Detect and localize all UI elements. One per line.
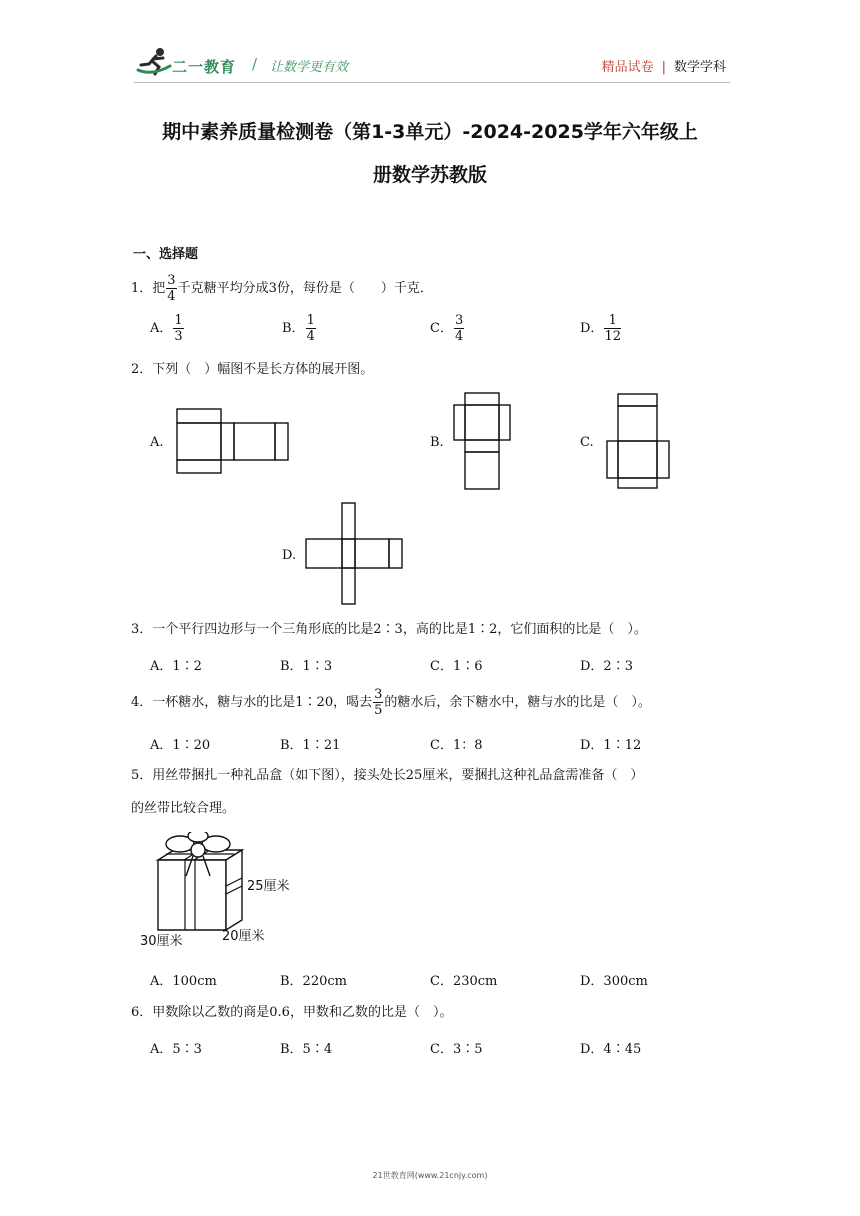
q6-option-c[interactable]: C．3∶5 bbox=[430, 1042, 483, 1057]
q1-option-c[interactable]: C． $\frac{3}{4}$ bbox=[430, 313, 464, 344]
gift-depth-label: 20厘米 bbox=[222, 929, 265, 944]
net-c-diagram bbox=[604, 393, 672, 491]
q5-option-d[interactable]: D．300cm bbox=[580, 974, 648, 989]
q4-fraction: $\frac{3}{5}$ bbox=[374, 687, 383, 718]
q6-option-d[interactable]: D．4∶45 bbox=[580, 1042, 642, 1057]
q5-option-b[interactable]: B．220cm bbox=[280, 974, 347, 989]
q4-prefix: 4．一杯糖水，糖与水的比是1∶20，喝去 bbox=[131, 695, 373, 710]
q2-label-b[interactable]: B. bbox=[430, 435, 444, 450]
q1-prefix: 1．把 bbox=[131, 281, 166, 296]
question-3: 3．一个平行四边形与一个三角形底的比是2∶3，高的比是1∶2，它们面积的比是（ ）。 bbox=[131, 622, 647, 637]
q1-fraction: $\frac{3}{4}$ bbox=[167, 273, 176, 304]
gift-length-label: 30厘米 bbox=[140, 934, 183, 949]
subject-label: 数学学科 bbox=[673, 60, 726, 75]
header-tags bbox=[602, 56, 726, 75]
q1-option-d[interactable]: D． $\frac{1}{12}$ bbox=[580, 313, 621, 344]
question-5-line1: 5．用丝带捆扎一种礼品盒（如下图），接头处长25厘米，要捆扎这种礼品盒需准备（ ） bbox=[131, 768, 644, 783]
header-divider bbox=[134, 82, 730, 83]
q1-suffix: 千克糖平均分成3份，每份是（ ）千克． bbox=[177, 281, 433, 296]
logo-runner-icon bbox=[136, 46, 172, 76]
question-4 bbox=[131, 688, 651, 717]
question-5-line2: 的丝带比较合理。 bbox=[131, 801, 236, 816]
q5-option-a[interactable]: A．100cm bbox=[150, 974, 217, 989]
q3-option-a[interactable]: A．1∶2 bbox=[150, 659, 202, 674]
q6-option-a[interactable]: A．5∶3 bbox=[150, 1042, 202, 1057]
q3-option-d[interactable]: D．2∶3 bbox=[580, 659, 633, 674]
header-slogan: 让数学更有效 bbox=[270, 60, 349, 75]
net-d-diagram bbox=[305, 502, 405, 606]
q2-label-c[interactable]: C. bbox=[580, 435, 594, 450]
q3-option-c[interactable]: C．1∶6 bbox=[430, 659, 483, 674]
gift-box-diagram bbox=[138, 832, 302, 952]
net-b-diagram bbox=[453, 392, 513, 492]
tag-separator: | bbox=[661, 60, 666, 75]
tag-label: 精品试卷 bbox=[601, 60, 654, 75]
q2-label-a[interactable]: A. bbox=[150, 435, 164, 450]
question-1 bbox=[131, 274, 433, 303]
q4-option-c[interactable]: C．1：8 bbox=[430, 738, 483, 753]
logo-text: 二一教育 bbox=[172, 58, 237, 76]
q4-option-d[interactable]: D．1∶12 bbox=[580, 738, 642, 753]
net-a-diagram bbox=[176, 408, 290, 474]
q4-suffix: 的糖水后，余下糖水中，糖与水的比是（ ）。 bbox=[384, 695, 651, 710]
q1-option-b[interactable]: B． $\frac{1}{4}$ bbox=[282, 313, 315, 344]
q6-option-b[interactable]: B．5∶4 bbox=[280, 1042, 333, 1057]
page-title-line1: 期中素养质量检测卷（第1-3单元）-2024-2025学年六年级上 bbox=[162, 121, 698, 143]
q5-option-c[interactable]: C．230cm bbox=[430, 974, 498, 989]
header-slash: / bbox=[252, 55, 258, 73]
page-footer: 21世教育网(www.21cnjy.com) bbox=[372, 1171, 488, 1180]
q4-option-b[interactable]: B．1∶21 bbox=[280, 738, 341, 753]
question-2: 2．下列（ ）幅图不是长方体的展开图。 bbox=[131, 362, 374, 377]
q3-option-b[interactable]: B．1∶3 bbox=[280, 659, 333, 674]
q4-option-a[interactable]: A．1∶20 bbox=[150, 738, 211, 753]
q2-label-d[interactable]: D. bbox=[282, 548, 297, 563]
page-title-line2: 册数学苏教版 bbox=[372, 164, 487, 186]
gift-height-label: 25厘米 bbox=[247, 879, 290, 894]
q1-option-a[interactable]: A． $\frac{1}{3}$ bbox=[150, 313, 183, 344]
question-6: 6．甲数除以乙数的商是0.6，甲数和乙数的比是（ ）。 bbox=[131, 1005, 453, 1020]
section-heading: 一、选择题 bbox=[133, 247, 199, 262]
